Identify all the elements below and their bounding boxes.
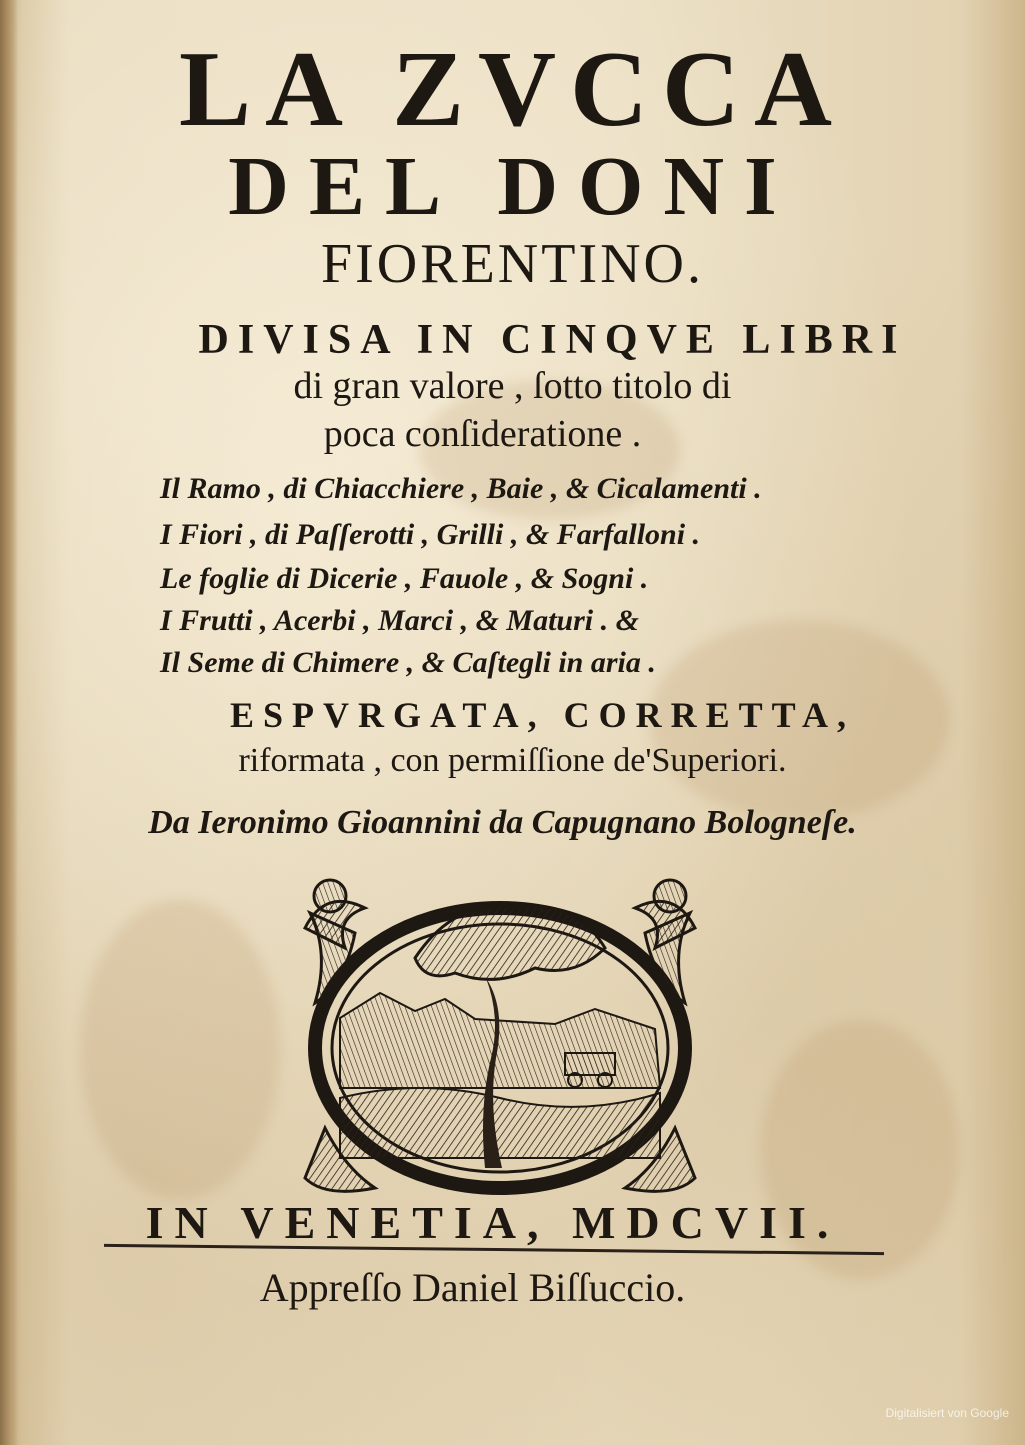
book-list-item: Le foglie di Dicerie , Fauole , & Sogni . <box>160 562 649 595</box>
title-line-3: FIORENTINO. <box>321 233 704 295</box>
imprint-place-date: IN VENETIA, MDCVII. <box>145 1197 840 1248</box>
revision-line-1: ESPVRGATA, CORRETTA, <box>229 695 856 735</box>
subtitle-line-3: poca conſideratione . <box>323 413 642 455</box>
book-list-item: I Frutti , Acerbi , Marci , & Maturi . & <box>160 604 639 637</box>
book-list-item: Il Seme di Chimere , & Caſtegli in aria . <box>160 646 656 679</box>
woodcut-illustration <box>285 868 715 1198</box>
editor-line: Da Ieronimo Gioannini da Capugnano Bologneſe. <box>148 804 857 841</box>
imprint-printer: Appreſſo Daniel Biſſuccio. <box>259 1265 686 1310</box>
subtitle-line-1: DIVISA IN CINQVE LIBRI <box>198 317 907 363</box>
paper-stain <box>80 900 280 1200</box>
book-list-item: I Fiori , di Paſſerotti , Grilli , & Farfalloni . <box>160 518 701 551</box>
revision-line-2: riformata , con permiſſione de'Superiori. <box>238 742 787 779</box>
subtitle-line-2: di gran valore , ſotto titolo di <box>293 365 732 407</box>
title-line-1: LA ZVCCA <box>178 30 847 149</box>
title-line-2: DEL DONI <box>228 140 797 233</box>
book-list-item: Il Ramo , di Chiacchiere , Baie , & Cicalamenti . <box>160 472 762 505</box>
digitization-credit: Digitalisiert von Google <box>885 1406 1009 1420</box>
